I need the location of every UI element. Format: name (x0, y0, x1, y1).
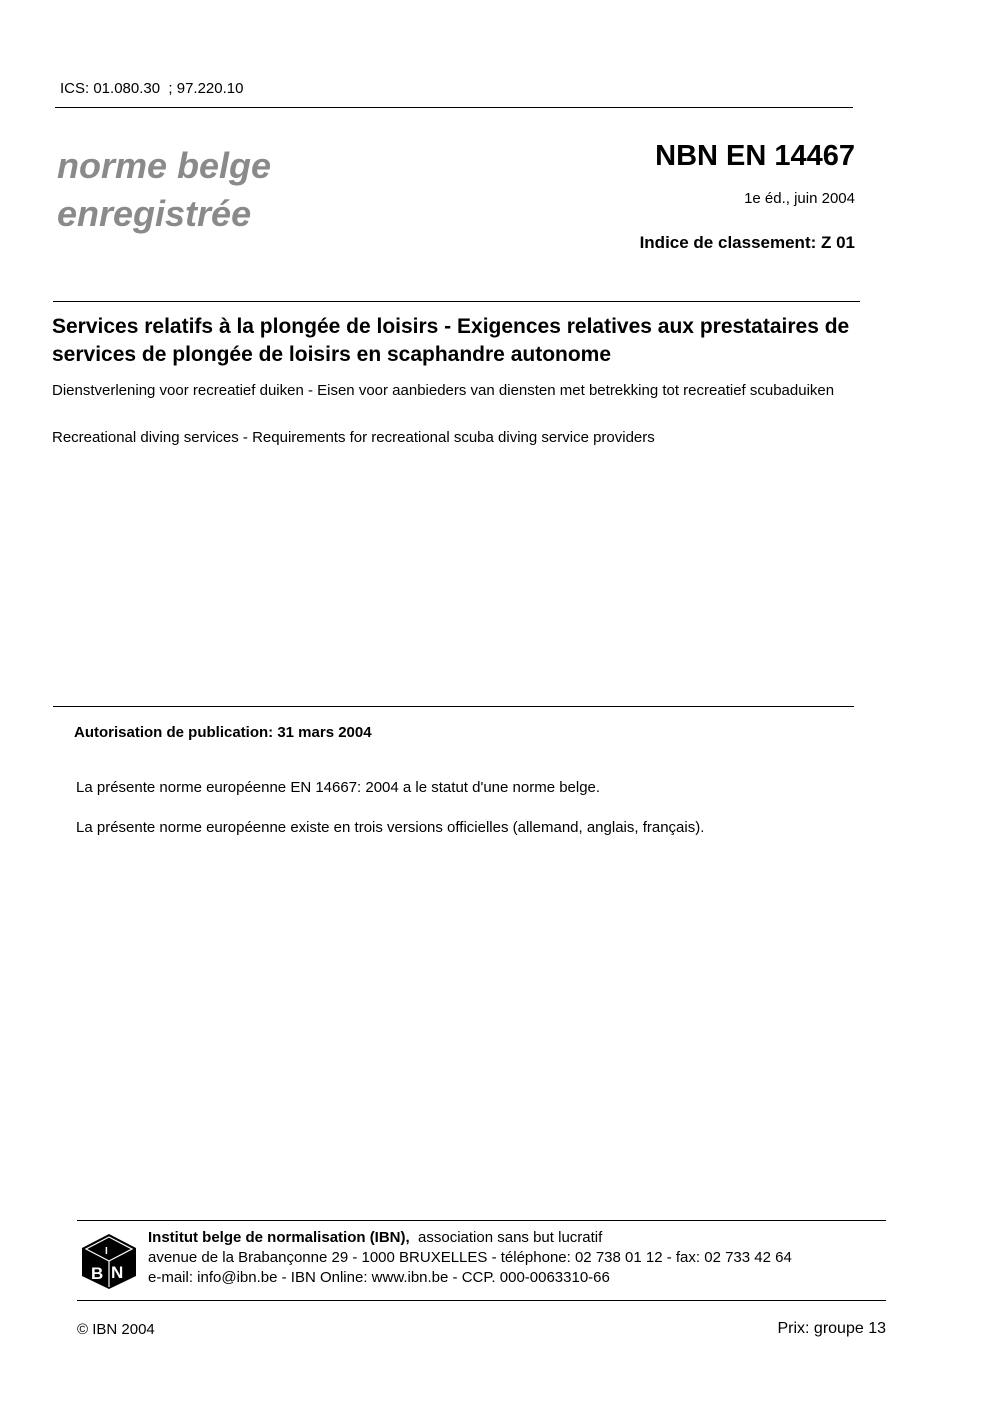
divider-top (55, 107, 853, 108)
classification-index: Indice de classement: Z 01 (639, 233, 855, 252)
divider-publication (53, 706, 854, 707)
publication-authorization: Autorisation de publication: 31 mars 2004 (74, 724, 372, 741)
ibn-address: avenue de la Brabançonne 29 - 1000 BRUXELLES - téléphone: 02 738 01 12 - fax: 02 733 42 64 (148, 1249, 792, 1266)
status-paragraph: La présente norme européenne EN 14667: 2004 a le statut d'une norme belge. (76, 779, 601, 796)
title-dutch: Dienstverlening voor recreatief duiken - Eisen voor aanbieders van diensten met betrekking tot recreatief scubaduiken (52, 382, 835, 399)
ibn-address-block (148, 1228, 792, 1288)
ibn-org-name: Institut belge de normalisation (IBN), (148, 1229, 410, 1246)
registered-standard-label (57, 142, 271, 238)
svg-text:N: N (111, 1263, 124, 1282)
svg-text:B: B (91, 1264, 104, 1283)
versions-paragraph: La présente norme européenne existe en trois versions officielles (allemand, anglais, français). (76, 819, 705, 836)
ibn-contact: e-mail: info@ibn.be - IBN Online: www.ibn.be - CCP. 000-0063310-66 (148, 1269, 610, 1286)
divider-footer-bottom (77, 1300, 886, 1301)
price-group: Prix: groupe 13 (777, 1320, 886, 1337)
title-french: Services relatifs à la plongée de loisirs - Exigences relatives aux prestataires de services de plongée de loisirs en scaphandre autonome (52, 315, 850, 366)
divider-title (53, 301, 860, 302)
edition-date: 1e éd., juin 2004 (744, 190, 855, 207)
ibn-org-line (148, 1228, 792, 1248)
title-english: Recreational diving services - Requirements for recreational scuba diving service providers (52, 429, 655, 446)
ibn-logo-icon (80, 1232, 138, 1290)
copyright: © IBN 2004 (77, 1321, 155, 1338)
svg-text:I: I (105, 1246, 108, 1257)
registered-standard-line2: enregistrée (57, 193, 252, 234)
standard-id: NBN EN 14467 (655, 140, 855, 172)
divider-footer-top (77, 1220, 886, 1221)
ics-code: ICS: 01.080.30 ; 97.220.10 (60, 80, 244, 97)
registered-standard-line1: norme belge (57, 145, 272, 186)
ibn-org-type: association sans but lucratif (418, 1229, 603, 1246)
